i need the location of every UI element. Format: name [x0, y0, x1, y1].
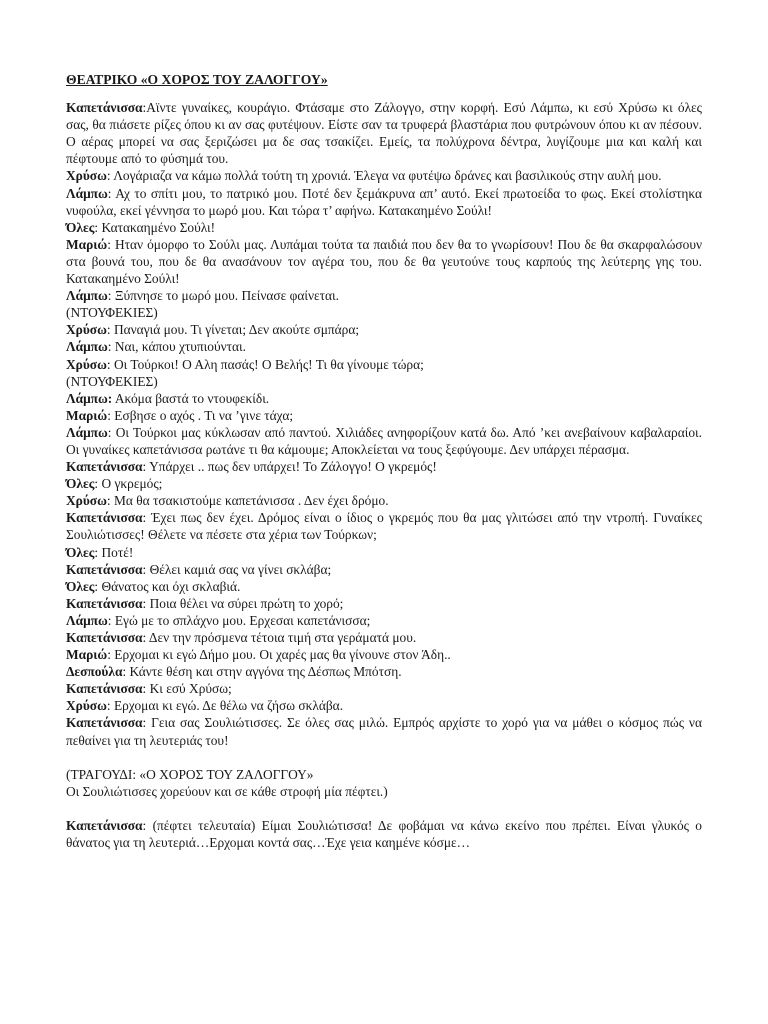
speaker-name: Χρύσω — [66, 168, 107, 184]
dialogue-line — [66, 167, 702, 184]
line-text: Θάνατος και όχι σκλαβιά. — [101, 578, 241, 594]
speaker-name: Μαριώ — [66, 647, 108, 663]
stage-direction — [66, 373, 702, 390]
speaker-name: Χρύσω — [66, 493, 107, 509]
line-text: Υπάρχει .. πως δεν υπάρχει! Το Ζάλογγο! Ο γκρεμός! — [149, 459, 437, 475]
dialogue-line — [66, 407, 702, 424]
line-text: Δεν την πρόσμενα τέτοια τιμή στα γεράματά μου. — [148, 630, 417, 645]
spacer — [66, 800, 702, 817]
speaker-name: Λάμπω — [66, 185, 108, 201]
dialogue-line — [66, 509, 702, 543]
speaker-separator: : — [106, 698, 114, 714]
speaker-separator: : — [107, 407, 115, 423]
speaker-separator: : — [107, 647, 115, 663]
speaker-separator: : — [94, 578, 102, 594]
speaker-separator: : — [106, 168, 114, 184]
speaker-name: Χρύσω — [66, 356, 107, 372]
dialogue-line — [66, 663, 702, 680]
speaker-name: Λάμπω: — [66, 390, 113, 406]
speaker-name: Καπετάνισσα — [66, 630, 143, 645]
line-text: Εσβησε ο αχός . Τι να ’γινε τάχα; — [114, 407, 294, 423]
line-text: Αϊντε γυναίκες, κουράγιο. Φτάσαμε στο Ζάλογγο, στην κορφή. Εσύ Λάμπω, κι εσύ Χρύσω κι όλες σας, θα πιάσετε ρίζες όπου κι αν σας φυτέψουν. Είστε σαν τα τρυφερά βλαστάρια που φυτρώνουν όπου κι αν πέσουν. Ο αέρας μπορεί να σας ξεριζώσει μα δε σας τσακίζει. Εμείς, τα πολύχρονα δέντρα, λυγίζουμε μια και καλή και πέφτουμε από το φύσημά του. — [66, 100, 702, 167]
line-text: Ποτέ! — [101, 544, 134, 560]
speaker-separator: : — [94, 544, 102, 560]
dialogue-line — [66, 492, 702, 509]
line-text: Ερχομαι κι εγώ. Δε θέλω να ζήσω σκλάβα. — [113, 698, 344, 714]
line-text: Κατακαημένο Σούλι! — [101, 219, 216, 235]
line-text: Οι Τούρκοι! Ο Αλη πασάς! Ο Βελής! Τι θα γίνουμε τώρα; — [113, 356, 424, 372]
speaker-name: Καπετάνισσα — [66, 100, 143, 116]
speaker-separator: : — [142, 817, 153, 833]
speaker-separator: : — [106, 493, 114, 509]
speaker-name: Καπετάνισσα — [66, 817, 143, 833]
speaker-separator: : — [106, 356, 114, 372]
dialogue-block — [66, 99, 702, 749]
speaker-separator: : — [107, 288, 115, 304]
speaker-name: Μαριώ — [66, 236, 108, 252]
dialogue-line — [66, 578, 702, 595]
speaker-name: Όλες — [66, 476, 95, 492]
line-text: Γεια σας Σουλιώτισσες. Σε όλες σας μιλώ. Εμπρός αρχίστε το χορό για να μάθει ο κόσμος πώς να πεθαίνει για τη λευτεριάς του! — [66, 715, 702, 748]
dialogue-line — [66, 236, 702, 287]
speaker-name: Δεσπούλα — [66, 664, 123, 680]
speaker-separator: : — [106, 322, 114, 338]
line-text: Θέλει καμιά σας να γίνει σκλάβα; — [149, 561, 332, 577]
speaker-name: Λάμπω — [66, 424, 108, 440]
speaker-name: Καπετάνισσα — [66, 510, 143, 526]
speaker-separator: : — [107, 424, 116, 440]
stage-direction — [66, 304, 702, 321]
line-text: Ηταν όμορφο το Σούλι μας. Λυπάμαι τούτα τα παιδιά που δεν θα το γνωρίσουν! Που δε θα σκαρφαλώσουν στα βουνά του, που δε θα ανασάνουν τον αγέρα του, που δε θα γευτούνε τους καρπούς της λεύτερης γης του. Κατακαημένο Σούλι! — [66, 236, 703, 287]
dialogue-line — [66, 714, 702, 748]
speaker-name: Καπετάνισσα — [66, 561, 143, 577]
line-text: Μα θα τσακιστούμε καπετάνισσα . Δεν έχει δρόμο. — [113, 493, 389, 509]
speaker-name: Λάμπω — [66, 339, 108, 355]
speaker-name: Όλες — [66, 219, 95, 235]
dialogue-line — [66, 629, 702, 646]
line-text: Κι εσύ Χρύσω; — [149, 681, 232, 697]
dialogue-line — [66, 99, 702, 167]
song-heading: (ΤΡΑΓΟΥΔΙ: «Ο ΧΟΡΟΣ ΤΟΥ ΖΑΛΟΓΓΟΥ» — [66, 766, 314, 782]
line-text: Ποια θέλει να σύρει πρώτη το χορό; — [149, 595, 344, 611]
line-text: Ακόμα βαστά το ντουφεκίδι. — [114, 390, 270, 406]
dialogue-line — [66, 321, 702, 338]
final-line — [66, 817, 702, 851]
dialogue-line — [66, 595, 702, 612]
document-title: ΘΕΑΤΡΙΚΟ «Ο ΧΟΡΟΣ ΤΟΥ ΖΑΛΟΓΓΟΥ» — [66, 72, 328, 87]
speaker-name: Καπετάνισσα — [66, 595, 143, 611]
line-text: Ερχομαι κι εγώ Δήμο μου. Οι χαρές μας θα γίνουνε στον Άδη.. — [114, 647, 451, 663]
speaker-separator: : — [107, 339, 115, 355]
speaker-separator: : — [107, 185, 116, 201]
speaker-separator: : — [94, 219, 102, 235]
dialogue-line — [66, 185, 702, 219]
dialogue-line — [66, 680, 702, 697]
line-text: Οι Τούρκοι μας κύκλωσαν από παντού. Χιλιάδες ανηφορίζουν κατά δω. Από ’κει ανεβαίνουν καβαλαραίοι. Οι γυναίκες καπετάνισσα ρωτάνε τι θα κάμουμε; Αποκλείεται να τους ξεφύγουμε. Δεν υπάρχει πέρασμα. — [66, 424, 702, 457]
line-text: Ξύπνησε το μωρό μου. Πείνασε φαίνεται. — [114, 288, 339, 304]
line-text: Παναγιά μου. Τι γίνεται; Δεν ακούτε σμπάρα; — [113, 322, 360, 338]
line-text: (πέφτει τελευταία) Είμαι Σουλιώτισσα! Δε φοβάμαι να κάνω εκείνο που πρέπει. Είναι γλυκός ο θάνατος για τη λευτεριά…Ερχομαι κοντά σας…Έχε γεια καημένε κόσμε… — [66, 817, 702, 850]
speaker-separator: : — [142, 510, 152, 526]
line-text: Ο γκρεμός; — [101, 476, 163, 492]
speaker-name: Λάμπω — [66, 288, 108, 304]
dialogue-line — [66, 697, 702, 714]
speaker-name: Καπετάνισσα — [66, 681, 143, 697]
dialogue-line — [66, 561, 702, 578]
dialogue-line — [66, 219, 702, 236]
speaker-name: Χρύσω — [66, 322, 107, 338]
speaker-separator: : — [142, 459, 150, 475]
speaker-name: Λάμπω — [66, 612, 108, 628]
dialogue-line — [66, 544, 702, 561]
speaker-separator: : — [107, 612, 115, 628]
speaker-name: Μαριώ — [66, 407, 108, 423]
speaker-name: Χρύσω — [66, 698, 107, 714]
line-text: (ΝΤΟΥΦΕΚΙΕΣ) — [66, 305, 158, 321]
line-text: (ΝΤΟΥΦΕΚΙΕΣ) — [66, 373, 158, 389]
spacer — [66, 749, 702, 766]
speaker-separator: : — [142, 561, 150, 577]
line-text: Έχει πως δεν έχει. Δρόμος είναι ο ίδιος ο γκρεμός που θα μας γλιτώσει από την ντροπή. Γυναίκες Σουλιώτισσες! Θέλετε να πέσετε στα χέρια των Τούρκων; — [66, 510, 702, 543]
dialogue-line — [66, 646, 702, 663]
line-text: Αχ το σπίτι μου, το πατρικό μου. Ποτέ δεν ξεμάκρυνα απ’ αυτό. Εκεί πρωτοείδα το φως. Εκεί στολίστηκα νυφούλα, εκεί γέννησα το μωρό μου. Και τώρα τ’ αφήνω. Κατακαημένο Σούλι! — [66, 185, 702, 218]
speaker-separator: : — [94, 476, 102, 492]
song-note: Οι Σουλιώτισσες χορεύουν και σε κάθε στροφή μία πέφτει.) — [66, 783, 388, 799]
speaker-separator: : — [107, 236, 115, 252]
speaker-name: Όλες — [66, 578, 95, 594]
speaker-separator: : — [142, 715, 152, 731]
dialogue-line — [66, 287, 702, 304]
dialogue-line — [66, 475, 702, 492]
speaker-name: Όλες — [66, 544, 95, 560]
dialogue-line — [66, 356, 702, 373]
speaker-separator: : — [142, 595, 150, 611]
speaker-separator: : — [142, 630, 149, 645]
dialogue-line — [66, 458, 702, 475]
dialogue-line — [66, 338, 702, 355]
speaker-name: Καπετάνισσα — [66, 459, 143, 475]
speaker-separator: : — [142, 681, 150, 697]
dialogue-line — [66, 390, 702, 407]
speaker-separator: : — [122, 664, 130, 680]
line-text: Κάντε θέση και στην αγγόνα της Δέσπως Μπότση. — [129, 664, 402, 680]
document-page — [66, 71, 702, 851]
dialogue-line — [66, 612, 702, 629]
dialogue-line — [66, 424, 702, 458]
line-text: Λογάριαζα να κάμω πολλά τούτη τη χρονιά. Έλεγα να φυτέψω δράνες και βασιλικούς στην αυλή μου. — [113, 168, 662, 184]
line-text: Ναι, κάπου χτυπιούνται. — [114, 339, 246, 355]
speaker-separator: : — [142, 100, 147, 116]
line-text: Εγώ με το σπλάχνο μου. Ερχεσαι καπετάνισσα; — [114, 612, 371, 628]
speaker-name: Καπετάνισσα — [66, 715, 143, 731]
